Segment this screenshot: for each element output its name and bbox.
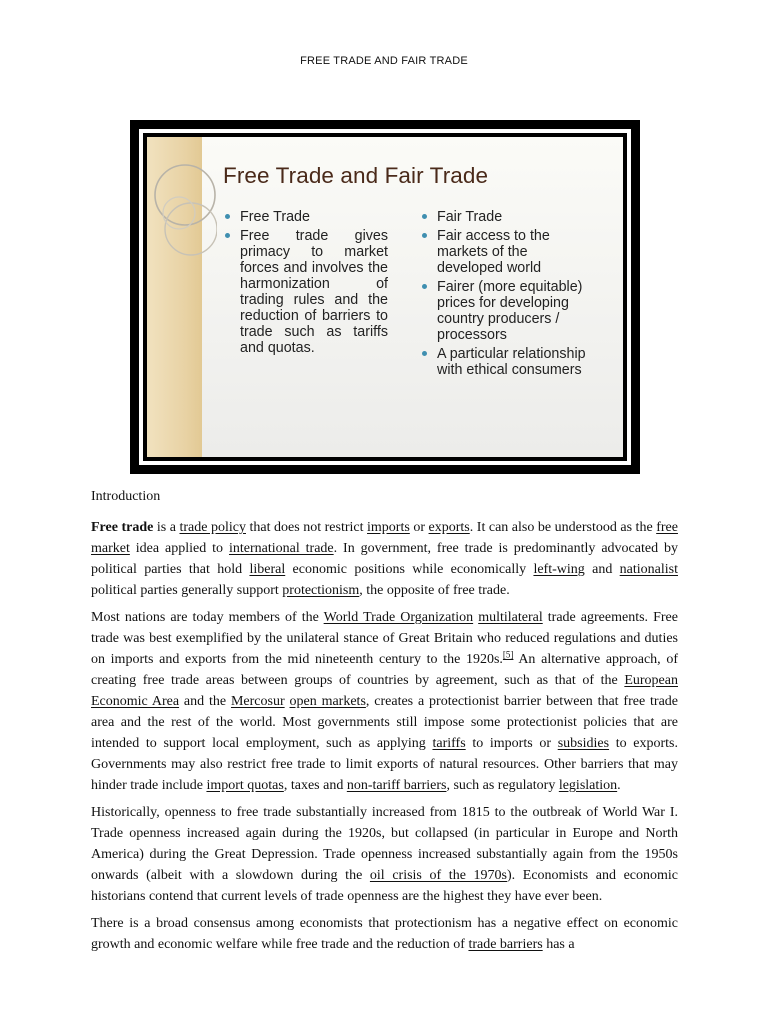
link-open-markets[interactable]: open markets [289,694,366,709]
link-international-trade[interactable]: international trade [228,541,334,556]
paragraph: There is a broad consensus among economists that protectionism has a negative effect on economic growth and economic welfare while free trade and the reduction of trade barriers has a [91,916,678,952]
section-heading: Introduction [91,489,161,504]
bullet-icon [422,233,427,238]
slide-bullet-item: Free trade gives primacy to market forces and involves the harmonization of trading rules and the reduction of barriers to trade such as tariffs and quotas. [223,228,388,356]
link-trade-policy[interactable]: trade policy [179,520,246,535]
slide-image [147,137,623,457]
link-subsidies[interactable]: subsidies [557,736,610,751]
bullet-icon [225,214,230,219]
bullet-icon [225,233,230,238]
link-multilateral[interactable]: multilateral [478,610,543,625]
slide-bullet-item: Fair Trade [420,209,595,225]
link-liberal[interactable]: liberal [249,562,286,577]
slide-bullet-item: A particular relationship with ethical consumers [420,346,595,378]
link-tariffs[interactable]: tariffs [432,736,466,751]
link-legislation[interactable]: legislation [558,778,618,793]
link-trade-barriers[interactable]: trade barriers [468,937,543,952]
paragraph: Historically, openness to free trade substantially increased from 1815 to the outbreak of World War I. Trade openness increased again during the 1920s, but collapsed (in particular in Europe and North America) during the Great Depression. Trade openness increased substantially again from the 1950s onwards (albeit with a slowdown during the oil crisis of the 1970s). Economists and economic historians contend that current levels of trade openness are the highest they have ever been. [91,805,678,904]
link-import-quotas[interactable]: import quotas [206,778,284,793]
document-body [91,486,678,961]
link-imports[interactable]: imports [367,520,410,535]
decorative-rings-icon [147,157,217,267]
link-oil-crisis[interactable]: oil crisis of the 1970s [369,868,507,883]
reference-link[interactable]: [5] [502,649,514,660]
link-world-trade-organization[interactable]: World Trade Organization [323,610,474,625]
link-left-wing[interactable]: left-wing [533,562,585,577]
slide-bullet-item: Fairer (more equitable) prices for developing country producers / processors [420,279,595,343]
slide-title: Free Trade and Fair Trade [223,163,489,188]
link-non-tariff-barriers[interactable]: non-tariff barriers [346,778,447,793]
slide-left-column [223,209,388,359]
link-exports[interactable]: exports [428,520,470,535]
bold-term: Free trade [91,520,154,535]
paragraph: Most nations are today members of the World Trade Organization multilateral trade agreements. Free trade was best exemplified by the unilateral stance of Great Britain who reduced regulations and duties on imports and exports from the mid nineteenth century to the 1920s.[5] An alternative approach, of creating free trade areas between groups of countries by agreement, such as that of the European Economic Area and the Mercosur open markets, creates a protectionist barrier between that free trade area and the rest of the world. Most governments still impose some protectionist policies that are intended to support local employment, such as applying tariffs to imports or subsidies to exports. Governments may also restrict free trade to limit exports of natural resources. Other barriers that may hinder trade include import quotas, taxes and non-tariff barriers, such as regulatory legislation. [91,610,679,793]
document-title: FREE TRADE AND FAIR TRADE [300,55,468,67]
link-protectionism[interactable]: protectionism [282,583,360,598]
slide-figure [130,120,640,474]
paragraph: Free trade is a trade policy that does not restrict imports or exports. It can also be understood as the free market idea applied to international trade. In government, free trade is predominantly advocated by political parties that hold liberal economic positions while economically left-wing and nationalist political parties generally support protectionism, the opposite of free trade. [91,520,679,598]
slide-right-column [420,209,595,381]
bullet-icon [422,351,427,356]
link-nationalist[interactable]: nationalist [619,562,678,577]
link-mercosur[interactable]: Mercosur [230,694,285,709]
bullet-icon [422,284,427,289]
bullet-icon [422,214,427,219]
link-european-economic-area[interactable]: European Economic Area [91,673,678,709]
slide-bullet-item: Fair access to the markets of the developed world [420,228,595,276]
link-free-market[interactable]: free market [91,520,678,556]
slide-bullet-item: Free Trade [223,209,388,225]
